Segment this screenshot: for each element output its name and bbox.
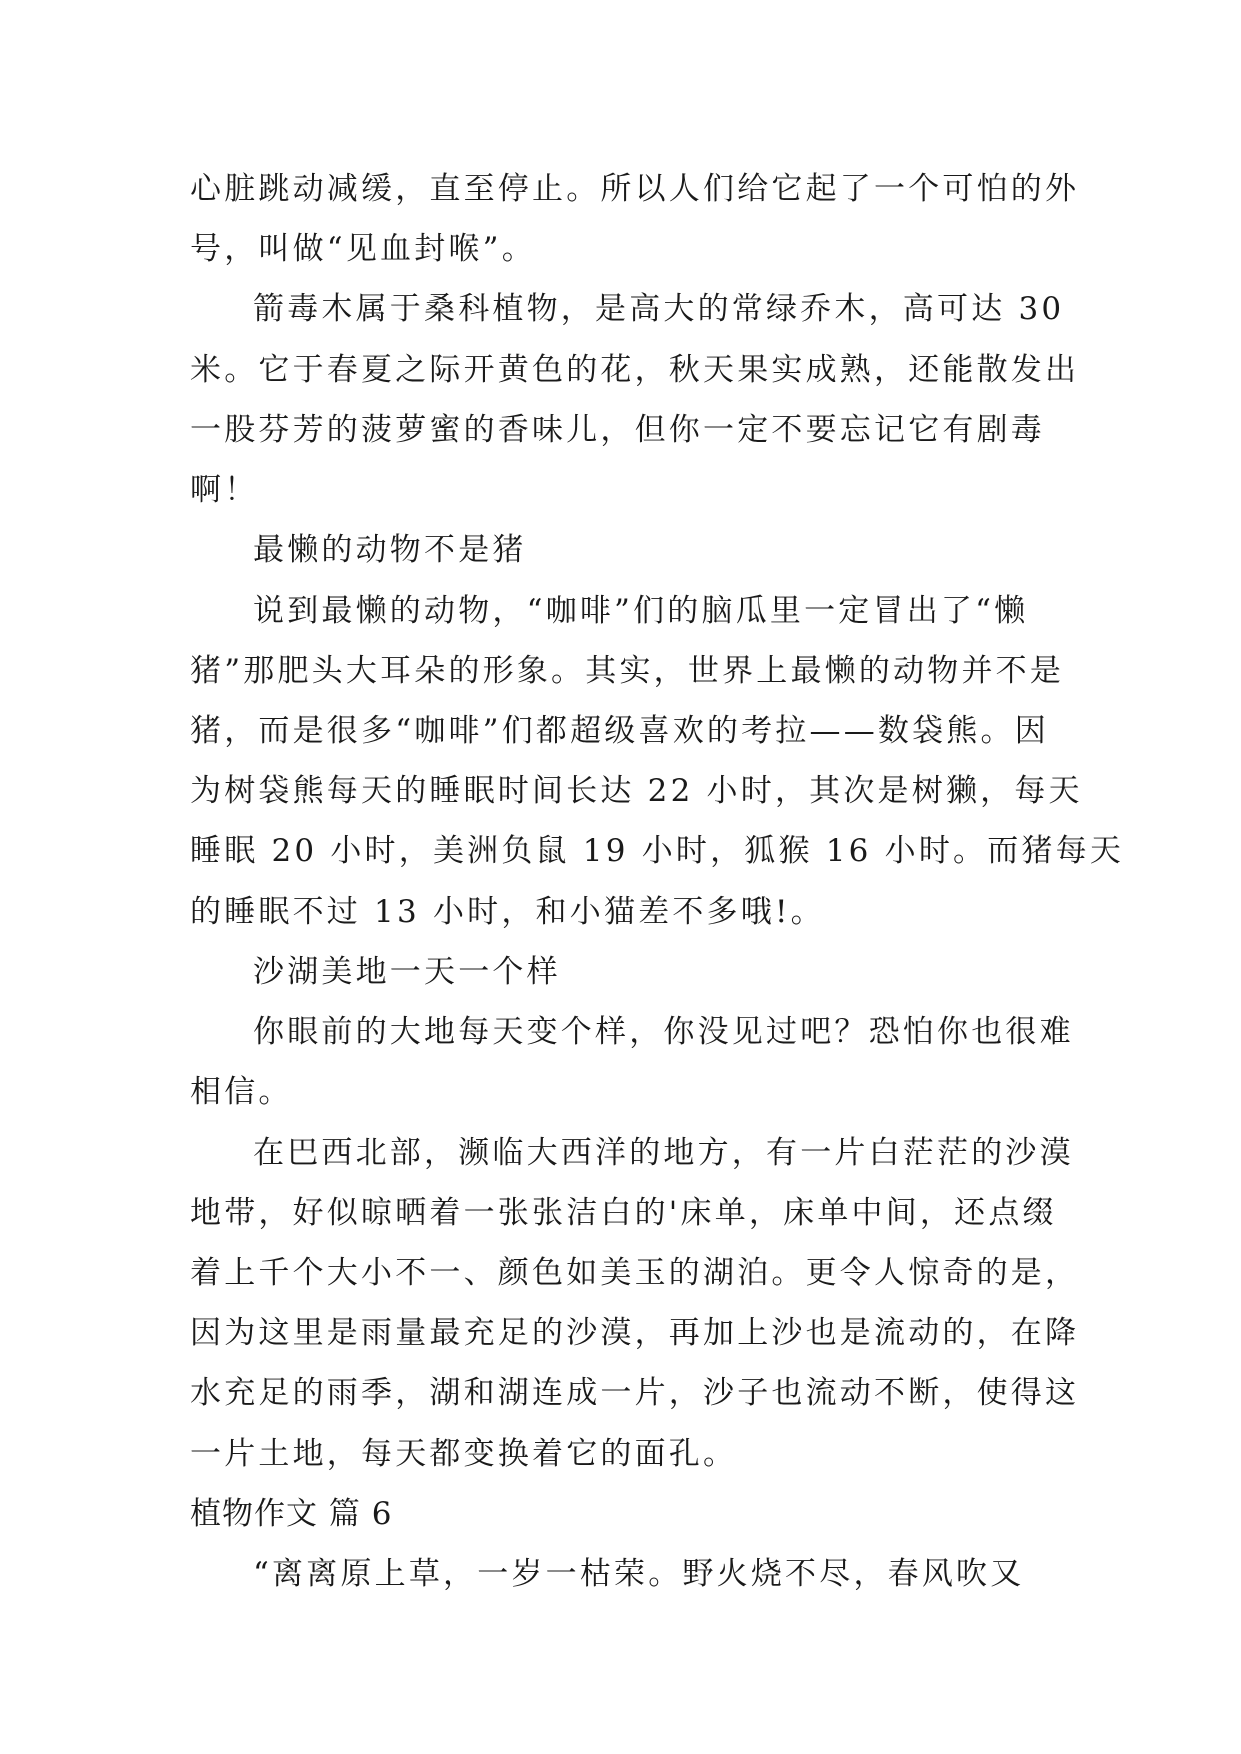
subheading: 最懒的动物不是猪 [253, 532, 527, 568]
text-line: 在巴西北部，濒临大西洋的地方，有一片白茫茫的沙漠 [253, 1135, 1074, 1171]
text-line: 你眼前的大地每天变个样，你没见过吧？恐怕你也很难 [253, 1014, 1074, 1050]
text-line: 睡眠 20 小时，美洲负鼠 19 小时，狐猴 16 小时。而猪每天 [190, 833, 1125, 869]
text-line: 着上千个大小不一、颜色如美玉的湖泊。更令人惊奇的是， [190, 1255, 1080, 1291]
text-line: 啊！ [190, 472, 259, 508]
text-line: 米。它于春夏之际开黄色的花，秋天果实成熟，还能散发出 [190, 352, 1080, 388]
text-line: 的睡眠不过 13 小时，和小猫差不多哦!。 [190, 894, 825, 930]
text-line: 一片土地，每天都变换着它的面孔。 [190, 1436, 738, 1472]
text-line: 说到最懒的动物，“咖啡”们的脑瓜里一定冒出了“懒 [253, 593, 1029, 629]
text-line: 号，叫做“见血封喉”。 [190, 231, 536, 267]
text-line: 地带，好似晾晒着一张张洁白的'床单，床单中间，还点缀 [190, 1195, 1057, 1231]
text-line: 猪”那肥头大耳朵的形象。其实，世界上最懒的动物并不是 [190, 653, 1065, 689]
section-heading: 植物作文 篇 6 [190, 1496, 393, 1532]
subheading: 沙湖美地一天一个样 [253, 954, 561, 990]
text-line: 箭毒木属于桑科植物，是高大的常绿乔木，高可达 30 [253, 291, 1065, 327]
text-line: 相信。 [190, 1074, 293, 1110]
text-line: 心脏跳动减缓，直至停止。所以人们给它起了一个可怕的外 [190, 171, 1080, 207]
text-line: 一股芬芳的菠萝蜜的香味儿，但你一定不要忘记它有剧毒 [190, 412, 1045, 448]
text-line: 因为这里是雨量最充足的沙漠，再加上沙也是流动的，在降 [190, 1315, 1080, 1351]
text-line: 猪，而是很多“咖啡”们都超级喜欢的考拉——数袋熊。因 [190, 713, 1049, 749]
text-line: 水充足的雨季，湖和湖连成一片，沙子也流动不断，使得这 [190, 1375, 1080, 1411]
text-line: “离离原上草，一岁一枯荣。野火烧不尽，春风吹又 [253, 1556, 1025, 1592]
text-line: 为树袋熊每天的睡眠时间长达 22 小时，其次是树獭，每天 [190, 773, 1083, 809]
